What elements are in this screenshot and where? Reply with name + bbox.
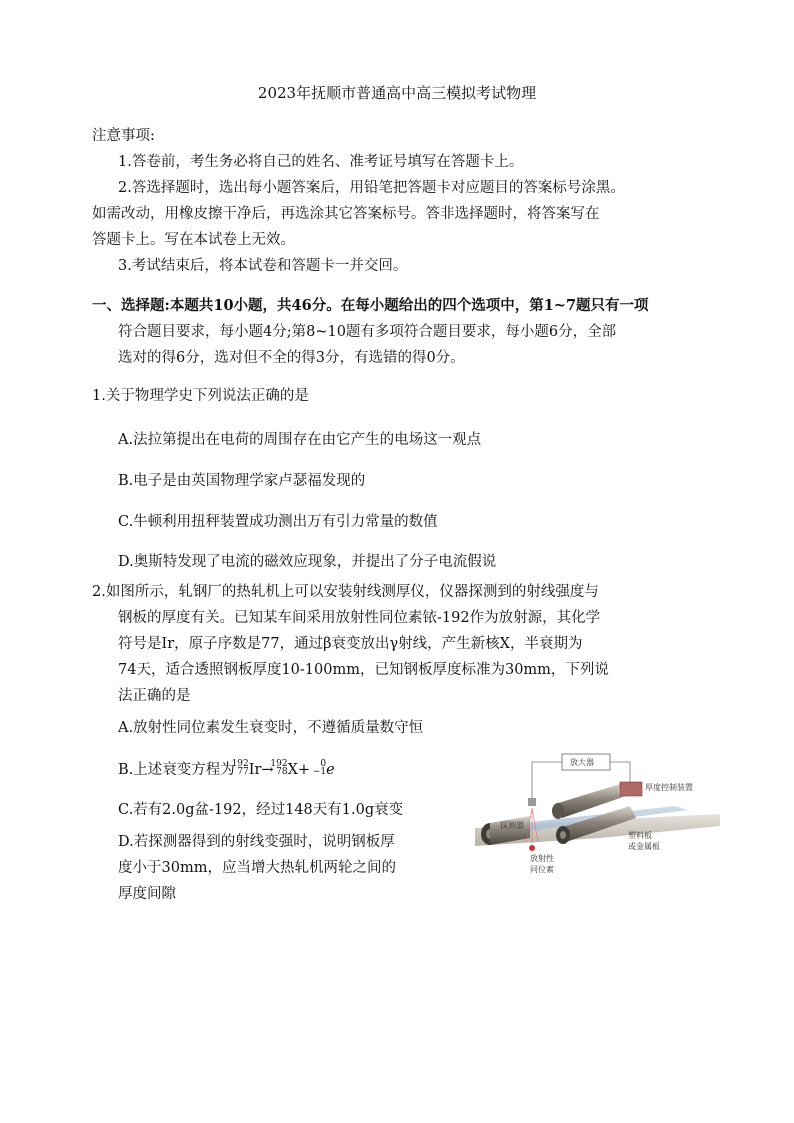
question-2-option-c: C.若有2.0g盆-192，经过148天有1.0g衰变 bbox=[118, 802, 404, 818]
question-1-option-a: A.法拉第提出在电荷的周围存在由它产生的电场这一观点 bbox=[118, 432, 482, 448]
section-line-3: 选对的得6分，选对但不全的得3分，有选错的得0分。 bbox=[118, 350, 465, 366]
detector-wire bbox=[532, 762, 562, 798]
note-2-cont: 如需改动，用橡皮擦干净后，再选涂其它答案标号。答非选择题时，将答案写在 bbox=[92, 206, 600, 222]
nuclide-x bbox=[270, 759, 288, 778]
symbol-x: X+ bbox=[287, 762, 311, 778]
note-2: 2.答选择题时，选出每小题答案后，用铅笔把答题卡对应题目的答案标号涂黑。 bbox=[118, 180, 625, 196]
plate-label-2: 或金属板 bbox=[628, 842, 660, 851]
note-2-end: 答题卡上。写在本试卷上无效。 bbox=[92, 232, 295, 248]
section-heading: 一、选择题:本题共10小题，共46分。在每小题给出的四个选项中，第1~7题只有一项 bbox=[92, 297, 649, 314]
question-2-line-4: 74天，适合透照钢板厚度10-100mm，已知钢板厚度标准为30mm，下列说 bbox=[118, 662, 609, 678]
amplifier-label: 放大器 bbox=[570, 758, 594, 767]
detector bbox=[528, 798, 536, 806]
question-2-line-1: 2.如图所示，轧钢厂的热轧机上可以安装射线测厚仪，仪器探测到的射线强度与 bbox=[92, 584, 599, 600]
note-3: 3.考试结束后，将本试卷和答题卡一并交回。 bbox=[118, 258, 408, 274]
notes-heading: 注意事项: bbox=[92, 128, 155, 144]
atomic-number: 78 bbox=[276, 767, 288, 777]
question-1-option-d: D.奥斯特发现了电流的磁效应现象，并提出了分子电流假说 bbox=[118, 554, 497, 570]
nuclide-e bbox=[310, 760, 326, 778]
thickness-control-box bbox=[620, 782, 642, 796]
thickness-control-label: 厚度控制装置 bbox=[645, 783, 693, 792]
thickness-gauge-figure bbox=[470, 746, 720, 896]
question-2-option-d-cont: 度小于30mm，应当增大热轧机两轮之间的 bbox=[118, 860, 396, 876]
plate-label-1: 塑料板 bbox=[628, 831, 652, 840]
mass-number: 192 bbox=[231, 759, 249, 769]
symbol-ir: Ir→ bbox=[248, 762, 274, 778]
question-2-option-d-end: 厚度间隙 bbox=[118, 886, 176, 902]
mass-number: 0 bbox=[320, 759, 327, 769]
question-2-line-3: 符号是Ir，原子序数是77，通过β衰变放出γ射线，产生新核X，半衰期为 bbox=[118, 636, 583, 652]
atomic-number: 77 bbox=[237, 767, 249, 777]
question-2-option-a: A.放射性同位素发生衰变时，不遵循质量数守恒 bbox=[118, 720, 424, 736]
radiation-source bbox=[529, 845, 535, 851]
mass-number: 192 bbox=[270, 759, 288, 769]
section-line-2: 符合题目要求，每小题4分;第8~10题有多项符合题目要求，每小题6分，全部 bbox=[118, 324, 617, 340]
detector-label: 探测器 bbox=[500, 821, 524, 830]
note-1: 1.答卷前，考生务必将自己的姓名、准考证号填写在答题卡上。 bbox=[118, 154, 524, 170]
control-wire bbox=[610, 762, 630, 784]
question-1-option-b: B.电子是由英国物理学家卢瑟福发现的 bbox=[118, 473, 366, 489]
atomic-number: −1 bbox=[312, 767, 327, 777]
question-2-line-2: 钢板的厚度有关。已知某车间采用放射性同位素铱-192作为放射源，其化学 bbox=[118, 610, 601, 626]
source-label-1: 放射性 bbox=[530, 854, 554, 863]
question-1-option-c: C.牛顿利用扭秤装置成功测出万有引力常量的数值 bbox=[118, 514, 438, 530]
question-2-option-b bbox=[118, 760, 335, 780]
question-2-option-d: D.若探测器得到的射线变强时，说明钢板厚 bbox=[118, 834, 395, 850]
question-2-line-5: 法正确的是 bbox=[118, 688, 191, 704]
option-b-prefix: B.上述衰变方程为 bbox=[118, 762, 235, 778]
question-1-stem: 1.关于物理学史下列说法正确的是 bbox=[92, 388, 309, 404]
page-title: 2023年抚顺市普通高中高三模拟考试物理 bbox=[257, 84, 537, 102]
symbol-e: e bbox=[326, 762, 335, 778]
source-label-2: 同位素 bbox=[530, 865, 554, 874]
nuclide-ir bbox=[231, 759, 249, 778]
